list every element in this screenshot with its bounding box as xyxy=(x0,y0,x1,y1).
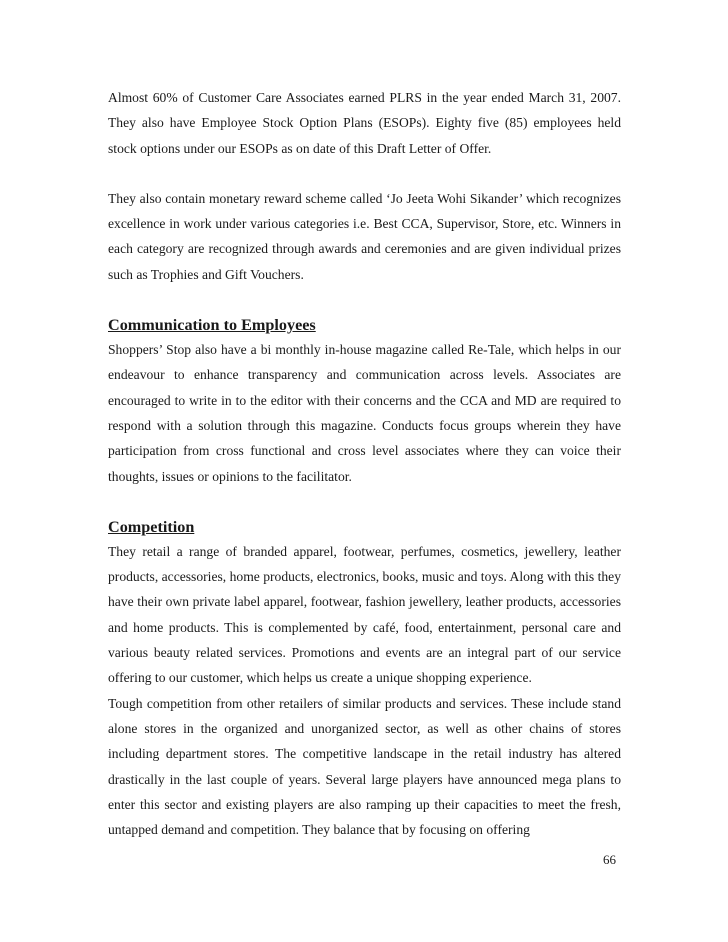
heading-communication: Communication to Employees xyxy=(108,316,316,335)
paragraph-reward-scheme: They also contain monetary reward scheme called ‘Jo Jeeta Wohi Sikander’ which recognizes excellence in work under various categories i.e. Best CCA, Supervisor, Store, etc. Winners in each category are recognized through awards and ceremonies and are given individual prizes such as Trophies and Gift Vouchers. xyxy=(108,190,621,282)
paragraph-competition-products: They retail a range of branded apparel, footwear, perfumes, cosmetics, jewellery, leather products, accessories, home products, electronics, books, music and toys. Along with this they have their own private label apparel, footwear, fashion jewellery, leather products, accessories and home products. This is complemented by café, food, entertainment, personal care and various beauty related services. Promotions and events are an integral part of our service offering to our customer, which helps us create a unique shopping experience. xyxy=(108,543,621,686)
paragraph-competition-landscape: Tough competition from other retailers of similar products and services. These include stand alone stores in the organized and unorganized sector, as well as other chains of stores including department stores. The competitive landscape in the retail industry has altered drastically in the last couple of years. Several large players have announced mega plans to enter this sector and existing players are also ramping up their capacities to meet the fresh, untapped demand and competition. They balance that by focusing on offering xyxy=(108,695,621,838)
page-number: 66 xyxy=(603,852,616,867)
document-page xyxy=(108,85,621,842)
heading-competition: Competition xyxy=(108,517,195,536)
paragraph-esop: Almost 60% of Customer Care Associates earned PLRS in the year ended March 31, 2007. They also have Employee Stock Option Plans (ESOPs). Eighty five (85) employees held stock options under our ESOPs as on date of this Draft Letter of Offer. xyxy=(108,90,621,156)
paragraph-communication: Shoppers’ Stop also have a bi monthly in-house magazine called Re-Tale, which helps in our endeavour to enhance transparency and communication across levels. Associates are encouraged to write in to the editor with their concerns and the CCA and MD are required to respond with a solution through this magazine. Conducts focus groups wherein they have participation from cross functional and cross level associates where they can voice their thoughts, issues or opinions to the facilitator. xyxy=(108,342,621,484)
